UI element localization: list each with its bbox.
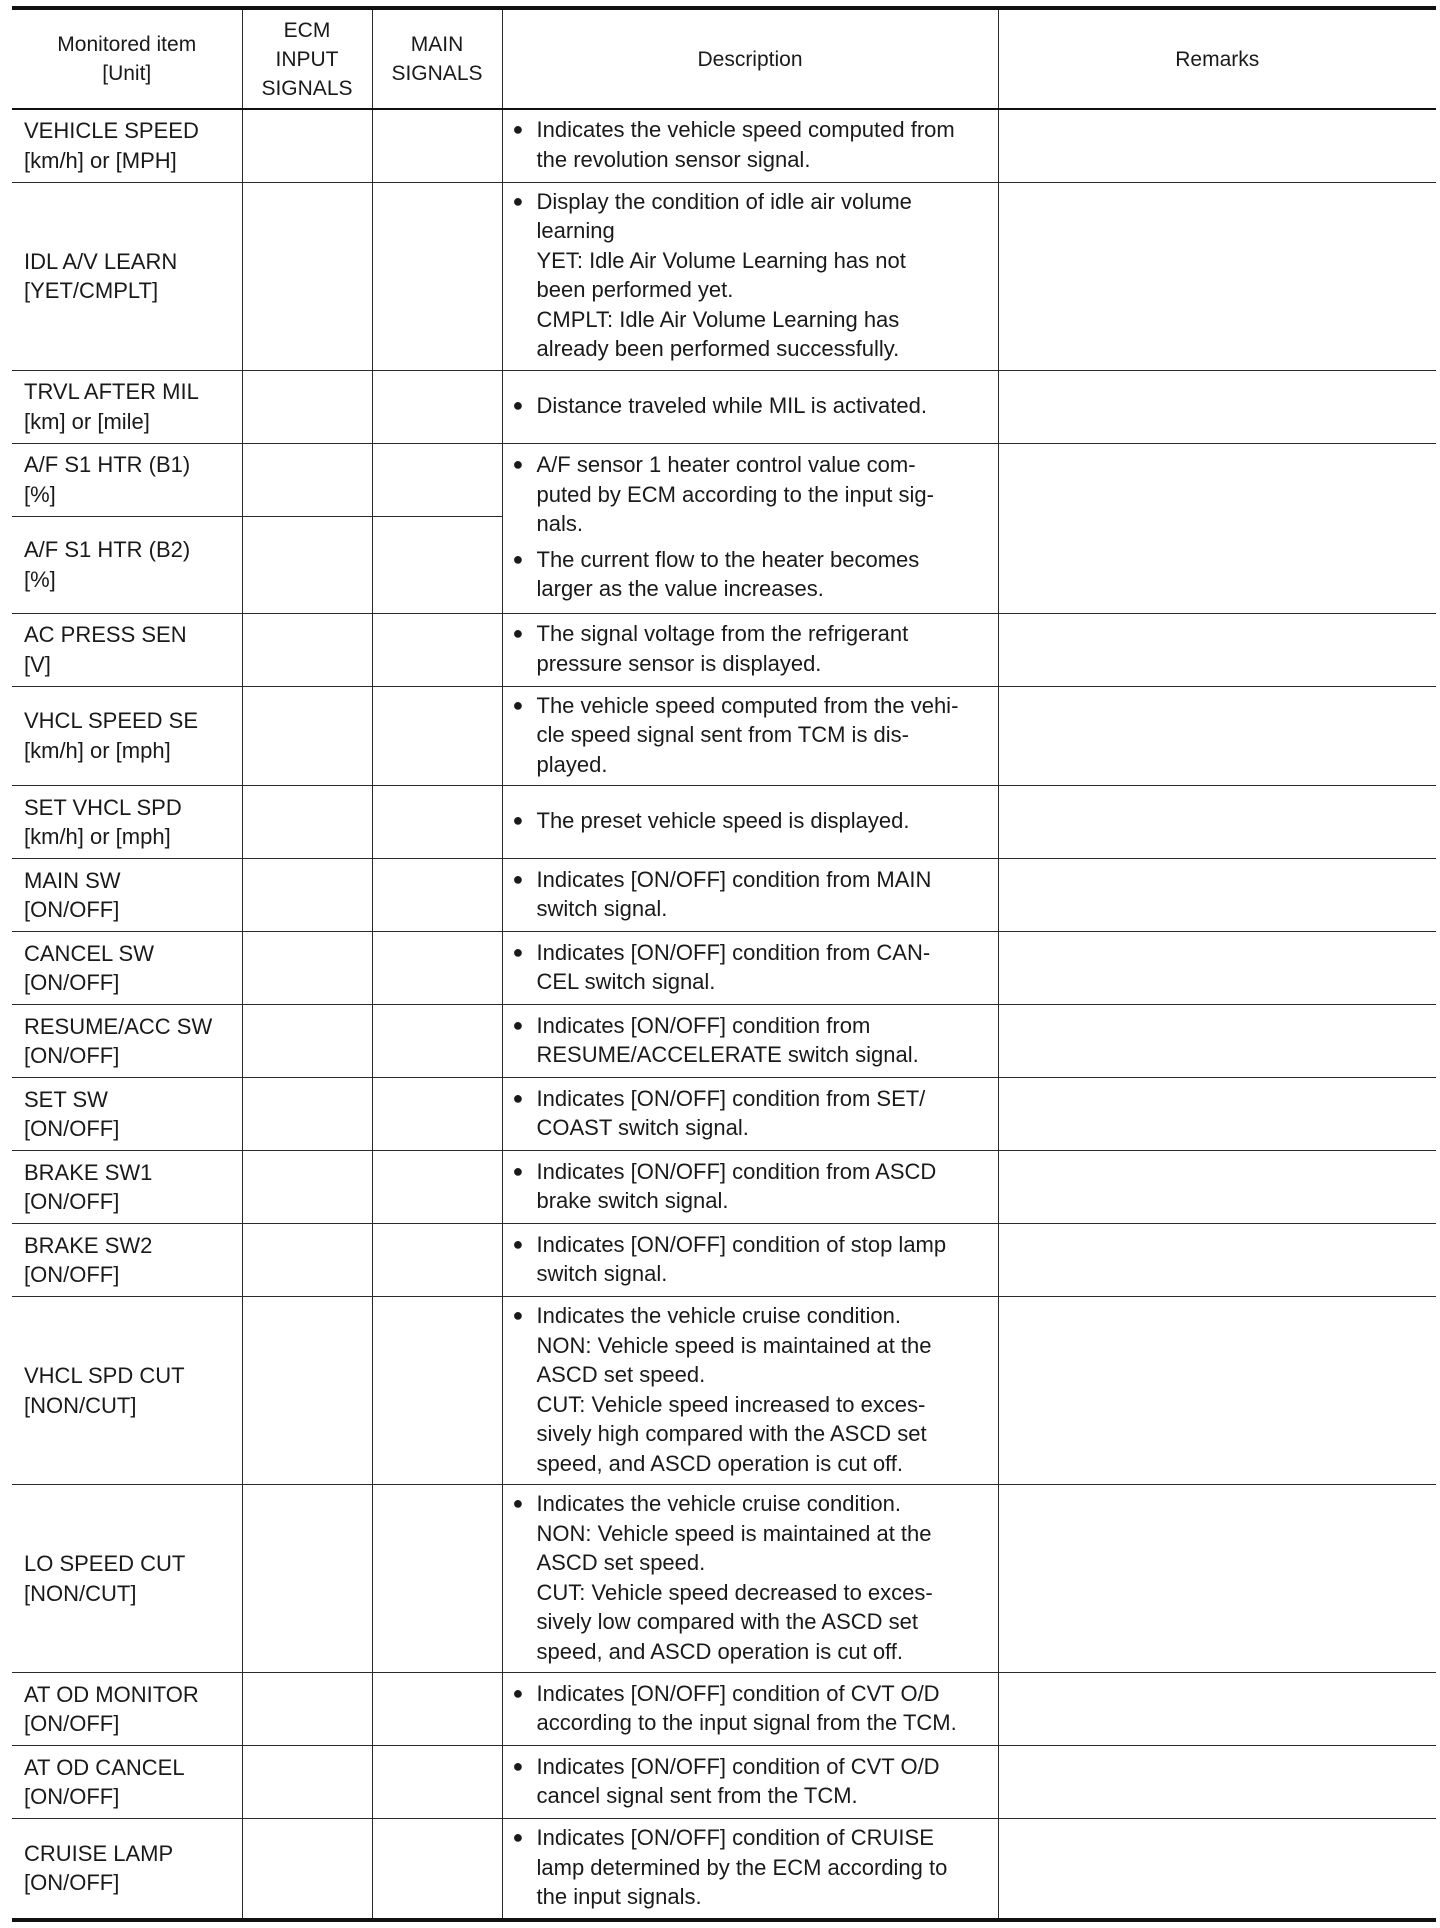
monitored-item-cell [12,1673,242,1746]
description-line: CUT: Vehicle speed increased to exces- [536,1391,926,1417]
description-line: CEL switch signal. [536,969,716,994]
main-signals-cell [372,1224,502,1297]
item-name: RESUME/ACC SW [24,1013,213,1039]
description-line: CUT: Vehicle speed decreased to exces- [536,1579,933,1605]
bullet-dot-icon: ● [512,548,524,569]
description-line: RESUME/ACCELERATE switch signal. [536,1042,919,1067]
monitored-item-cell [12,1485,242,1673]
description-cell [502,1819,998,1920]
remarks-cell [998,1746,1436,1819]
item-name: IDL A/V LEARN [24,248,178,274]
ecm-input-signals-cell [242,1224,372,1297]
remarks-cell [998,1078,1436,1151]
table-row [12,443,1436,516]
description-cell [502,443,998,613]
bullet-dot-icon: ● [512,1160,524,1181]
description-cell [502,1151,998,1224]
remarks-cell [998,1005,1436,1078]
description-line: speed, and ASCD operation is cut off. [536,1638,903,1664]
remarks-cell [998,786,1436,859]
item-name: SET VHCL SPD [24,794,182,820]
description-line: pressure sensor is displayed. [536,650,822,676]
item-name: TRVL AFTER MIL [24,379,199,404]
remarks-cell [998,109,1436,182]
ecm-input-signals-cell [242,370,372,443]
header-description: Description [502,8,998,109]
monitored-item-cell [12,1819,242,1920]
item-name: VHCL SPD CUT [24,1363,185,1388]
monitored-item-cell [12,1151,242,1224]
header-main-signals: MAIN SIGNALS [372,8,502,109]
description-cell [502,1746,998,1819]
description-cell [502,613,998,686]
table-row [12,1005,1436,1078]
item-name: CRUISE LAMP [24,1840,174,1866]
table-row [12,1746,1436,1819]
description-cell [502,1485,998,1673]
description-bullet [513,691,992,780]
monitored-item-cell [12,1224,242,1297]
ecm-input-signals-cell [242,1746,372,1819]
ecm-input-signals-cell [242,443,372,516]
description-bullet [513,1157,992,1216]
remarks-cell [998,613,1436,686]
bullet-text [537,619,992,678]
description-line: lamp determined by the ECM according to [536,1854,948,1880]
bullet-dot-icon: ● [512,868,524,889]
bullet-text [537,1230,992,1289]
description-bullet [513,1752,992,1811]
item-unit: [ON/OFF] [24,1870,120,1896]
monitored-item-cell [12,932,242,1005]
description-bullet [513,619,992,678]
description-bullet [513,1489,992,1666]
main-signals-cell [372,1005,502,1078]
item-unit: [km/h] or [mph] [24,824,171,849]
description-line: sively high compared with the ASCD set [536,1421,927,1446]
ecm-input-signals-cell [242,109,372,182]
table-row [12,1078,1436,1151]
description-line: cancel signal sent from the TCM. [536,1783,858,1808]
table-row [12,859,1436,932]
item-unit: [YET/CMPLT] [24,278,159,303]
table-row [12,370,1436,443]
table-row [12,1673,1436,1746]
description-cell [502,370,998,443]
table-row [12,1485,1436,1673]
main-signals-cell [372,786,502,859]
monitored-item-cell [12,613,242,686]
bullet-text [537,806,992,836]
header-remarks: Remarks [998,8,1436,109]
main-signals-cell [372,443,502,516]
description-line: The vehicle speed computed from the vehi- [536,692,959,718]
bullet-dot-icon: ● [512,190,524,211]
table-row [12,686,1436,786]
bullet-dot-icon: ● [512,1087,524,1108]
item-unit: [ON/OFF] [24,1116,120,1141]
description-cell [502,932,998,1005]
description-line: puted by ECM according to the input sig- [536,481,934,507]
main-signals-cell [372,1151,502,1224]
table-row [12,1819,1436,1920]
description-cell [502,1297,998,1485]
description-line: NON: Vehicle speed is maintained at the [536,1332,932,1358]
table-row [12,932,1436,1005]
ecm-input-signals-cell [242,182,372,370]
item-name: CANCEL SW [24,940,154,966]
header-monitored-item: Monitored item [Unit] [12,8,242,109]
remarks-cell [998,1485,1436,1673]
item-unit: [NON/CUT] [24,1580,137,1606]
description-line: according to the input signal from the TCM. [536,1710,957,1735]
description-line: Indicates [ON/OFF] condition from MAIN [536,866,932,892]
main-signals-cell [372,516,502,613]
description-bullet [513,1084,992,1143]
item-name: VHCL SPEED SE [24,708,199,734]
description-line: Indicates [ON/OFF] condition from SET/ [536,1085,926,1111]
description-bullet [513,1230,992,1289]
description-line: speed, and ASCD operation is cut off. [536,1450,903,1476]
item-unit: [ON/OFF] [24,1784,120,1809]
main-signals-cell [372,1746,502,1819]
description-cell [502,1224,998,1297]
description-bullet [513,806,992,836]
item-unit: [ON/OFF] [24,897,120,922]
description-line: Indicates [ON/OFF] condition of CVT O/D [536,1753,940,1779]
description-line: YET: Idle Air Volume Learning has not [536,247,906,273]
table-row [12,786,1436,859]
bullet-dot-icon: ● [512,1827,524,1847]
main-signals-cell [372,182,502,370]
bullet-text [537,1301,992,1478]
description-bullet [513,1679,992,1738]
description-line: switch signal. [536,896,668,921]
description-line: NON: Vehicle speed is maintained at the [536,1520,932,1546]
item-name: MAIN SW [24,867,121,893]
description-cell [502,1005,998,1078]
description-cell [502,182,998,370]
description-line: cle speed signal sent from TCM is dis- [536,722,910,747]
description-line: learning [536,218,615,243]
main-signals-cell [372,1485,502,1673]
monitored-item-cell [12,1078,242,1151]
description-line: Indicates the vehicle cruise condition. [536,1491,901,1516]
monitored-item-cell [12,1297,242,1485]
item-unit: [ON/OFF] [24,1262,120,1287]
description-bullet [513,938,992,997]
monitor-items-table [12,6,1436,1922]
bullet-dot-icon: ● [512,1493,524,1513]
item-name: AT OD CANCEL [24,1754,185,1780]
table-row [12,1151,1436,1224]
description-bullet [513,865,992,924]
bullet-text [537,450,992,539]
description-line: the input signals. [536,1884,702,1909]
description-cell [502,109,998,182]
main-signals-cell [372,1297,502,1485]
header-ecm-input-signals: ECM INPUT SIGNALS [242,8,372,109]
bullet-text [537,691,992,780]
main-signals-cell [372,109,502,182]
description-line: Indicates the vehicle cruise condition. [536,1303,901,1328]
item-unit: [%] [24,566,56,592]
main-signals-cell [372,1819,502,1920]
monitored-item-cell [12,443,242,516]
bullet-text [537,1679,992,1738]
bullet-dot-icon: ● [512,394,524,415]
main-signals-cell [372,859,502,932]
bullet-text [537,391,992,421]
description-cell [502,1673,998,1746]
monitored-item-cell [12,516,242,613]
item-unit: [ON/OFF] [24,1189,120,1214]
remarks-cell [998,686,1436,786]
main-signals-cell [372,1078,502,1151]
bullet-dot-icon: ● [512,1682,524,1703]
description-line: Indicates [ON/OFF] condition from [536,1012,871,1038]
ecm-input-signals-cell [242,516,372,613]
description-line: Distance traveled while MIL is activated. [536,392,927,418]
monitored-item-cell [12,1005,242,1078]
bullet-dot-icon: ● [512,1755,524,1776]
description-line: larger as the value increases. [536,576,824,602]
monitored-item-cell [12,109,242,182]
ecm-input-signals-cell [242,1151,372,1224]
bullet-text [537,1489,992,1666]
ecm-input-signals-cell [242,786,372,859]
remarks-cell [998,1151,1436,1224]
item-unit: [V] [24,651,51,677]
monitored-item-cell [12,182,242,370]
main-signals-cell [372,932,502,1005]
monitored-item-cell [12,1746,242,1819]
bullet-dot-icon: ● [512,941,524,962]
item-unit: [km] or [mile] [24,408,150,434]
main-signals-cell [372,613,502,686]
main-signals-cell [372,686,502,786]
description-line: Display the condition of idle air volume [536,188,912,214]
bullet-dot-icon: ● [512,694,524,715]
description-line: ASCD set speed. [536,1550,706,1575]
description-line: brake switch signal. [536,1188,729,1213]
description-line: been performed yet. [536,277,734,302]
description-bullet [513,1301,992,1478]
table-row [12,182,1436,370]
description-bullet [513,115,992,174]
bullet-text [537,1157,992,1216]
description-line: switch signal. [536,1261,668,1286]
main-signals-cell [372,370,502,443]
description-line: The preset vehicle speed is displayed. [536,808,910,834]
ecm-input-signals-cell [242,859,372,932]
description-line: played. [536,751,608,777]
item-name: BRAKE SW2 [24,1232,153,1258]
remarks-cell [998,1224,1436,1297]
description-line: A/F sensor 1 heater control value com- [536,452,916,478]
monitored-item-cell [12,370,242,443]
description-line: sively low compared with the ASCD set [536,1609,918,1634]
monitored-item-cell [12,786,242,859]
description-line: Indicates [ON/OFF] condition of stop lamp [536,1231,947,1257]
description-cell [502,1078,998,1151]
main-signals-cell [372,1673,502,1746]
ecm-input-signals-cell [242,1819,372,1920]
bullet-text [537,545,992,604]
description-line: Indicates [ON/OFF] condition from CAN- [536,939,931,965]
item-unit: [ON/OFF] [24,1043,120,1068]
ecm-input-signals-cell [242,613,372,686]
bullet-text [537,1752,992,1811]
description-bullet [513,1011,992,1070]
description-line: already been performed successfully. [536,336,900,361]
item-name: AT OD MONITOR [24,1681,199,1707]
description-line: CMPLT: Idle Air Volume Learning has [536,306,900,332]
item-unit: [km/h] or [mph] [24,737,171,763]
remarks-cell [998,1819,1436,1920]
description-line: nals. [536,511,583,537]
description-bullet [513,450,992,539]
item-name: AC PRESS SEN [24,622,187,647]
item-name: A/F S1 HTR (B2) [24,537,191,562]
item-name: LO SPEED CUT [24,1551,186,1576]
table-row [12,613,1436,686]
description-line: ASCD set speed. [536,1362,706,1387]
bullet-text [537,938,992,997]
item-name: VEHICLE SPEED [24,118,199,144]
bullet-dot-icon: ● [512,810,524,831]
description-line: the revolution sensor signal. [536,146,811,172]
description-cell [502,686,998,786]
bullet-dot-icon: ● [512,1014,524,1035]
table-header-row [12,8,1436,109]
remarks-cell [998,182,1436,370]
description-bullet [513,391,992,421]
description-line: COAST switch signal. [536,1115,749,1140]
bullet-text [537,865,992,924]
item-name: A/F S1 HTR (B1) [24,452,191,477]
description-bullet [513,545,992,604]
description-line: Indicates [ON/OFF] condition of CRUISE [536,1825,934,1850]
description-cell [502,786,998,859]
document-page [12,6,1436,1922]
bullet-text [537,1084,992,1143]
remarks-cell [998,1673,1436,1746]
item-unit: [ON/OFF] [24,1711,120,1736]
item-name: SET SW [24,1086,108,1112]
monitored-item-cell [12,686,242,786]
ecm-input-signals-cell [242,1485,372,1673]
bullet-dot-icon: ● [512,623,524,643]
remarks-cell [998,370,1436,443]
item-unit: [ON/OFF] [24,970,120,995]
bullet-dot-icon: ● [512,1233,524,1254]
item-unit: [km/h] or [MPH] [24,147,177,173]
bullet-text [537,187,992,364]
description-line: Indicates [ON/OFF] condition of CVT O/D [536,1680,940,1706]
remarks-cell [998,932,1436,1005]
item-name: BRAKE SW1 [24,1159,153,1185]
table-row [12,1297,1436,1485]
description-line: Indicates [ON/OFF] condition from ASCD [536,1158,937,1184]
ecm-input-signals-cell [242,1005,372,1078]
ecm-input-signals-cell [242,686,372,786]
ecm-input-signals-cell [242,1078,372,1151]
remarks-cell [998,859,1436,932]
description-line: The current flow to the heater becomes [536,546,920,572]
remarks-cell [998,1297,1436,1485]
ecm-input-signals-cell [242,1673,372,1746]
bullet-text [537,1823,992,1912]
bullet-dot-icon: ● [512,1305,524,1325]
item-unit: [NON/CUT] [24,1392,137,1418]
bullet-dot-icon: ● [512,454,524,475]
bullet-dot-icon: ● [512,119,524,140]
ecm-input-signals-cell [242,1297,372,1485]
ecm-input-signals-cell [242,932,372,1005]
table-row [12,109,1436,182]
bullet-text [537,115,992,174]
description-line: Indicates the vehicle speed computed from [536,117,955,143]
bullet-text [537,1011,992,1070]
table-row [12,1224,1436,1297]
remarks-cell [998,443,1436,613]
description-bullet [513,187,992,364]
description-line: The signal voltage from the refrigerant [536,621,909,646]
item-unit: [%] [24,481,56,507]
description-bullet [513,1823,992,1912]
monitored-item-cell [12,859,242,932]
description-cell [502,859,998,932]
